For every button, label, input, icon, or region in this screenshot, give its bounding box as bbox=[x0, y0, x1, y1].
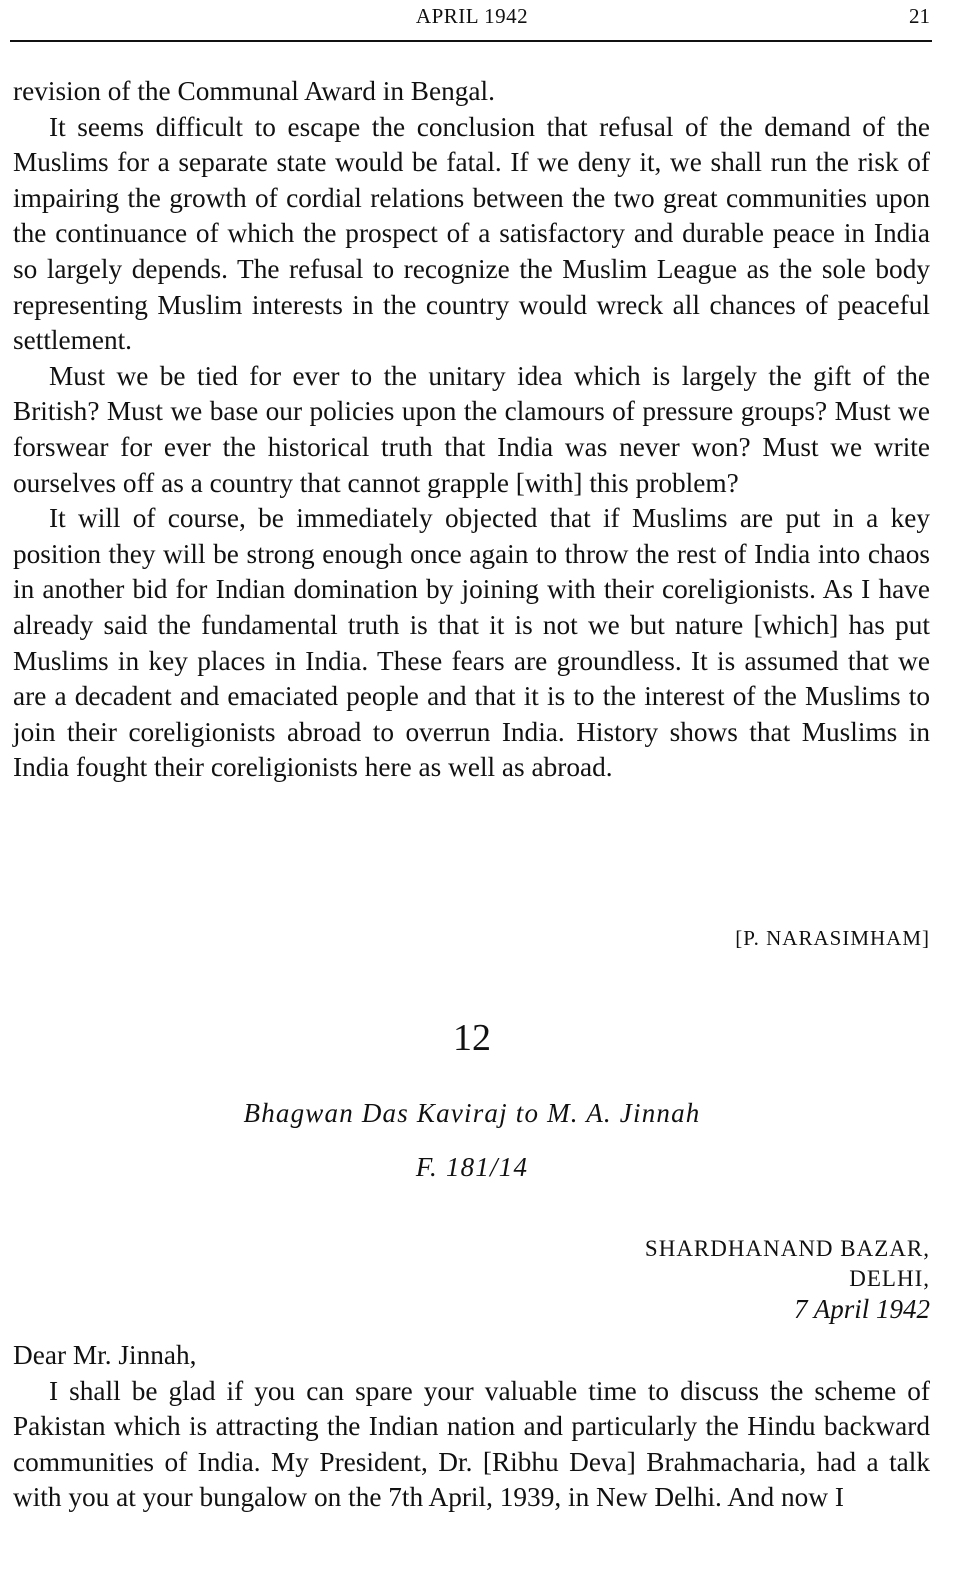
address-line: DELHI, bbox=[849, 1266, 930, 1291]
paragraph: It will of course, be immediately objected that if Muslims are put in a key position they will be strong enough once again to throw the rest of India into chaos in another bid for Indian domination by joining with their coreligionists. As I have already said the fundamental truth is that it is not we but nature [which] has put Muslims in key places in India. These fears are groundless. It is assumed that we are a decadent and emaciated people and that it is to the interest of the Muslims to join their coreligionists abroad to overrun India. History shows that Muslims in India fought their coreligionists here as well as abroad. bbox=[13, 503, 930, 783]
signature: [P. NARASIMHAM] bbox=[735, 926, 930, 950]
paragraph-continuation: revision of the Communal Award in Bengal. bbox=[13, 76, 495, 106]
page-header bbox=[12, 4, 932, 34]
paragraph: It seems difficult to escape the conclusion that refusal of the demand of the Muslims for a separate state would be fatal. If we deny it, we shall run the risk of impairing the growth of cordial relations between the two great communities upon the continuance of which the prospect of a satisfactory and durable peace in India so largely depends. The refusal to recognize the Muslim League as the sole body representing Muslim interests in the country would wreck all chances of peaceful settlement. bbox=[13, 111, 930, 356]
paragraph: Must we be tied for ever to the unitary idea which is largely the gift of the British? Must we base our policies upon the clamours of pressure groups? Must we forswear for ever the historical truth that India was never won? Must we write ourselves off as a country that cannot grapple [with] this problem? bbox=[13, 360, 930, 498]
document-reference: F. 181/14 bbox=[415, 1152, 529, 1182]
page-number: 21 bbox=[909, 4, 930, 28]
body-text bbox=[13, 74, 930, 786]
document-title: Bhagwan Das Kaviraj to M. A. Jinnah bbox=[243, 1098, 701, 1128]
running-head: APRIL 1942 bbox=[415, 4, 529, 28]
address-line: SHARDHANAND BAZAR, bbox=[644, 1236, 930, 1261]
header-rule bbox=[10, 40, 932, 42]
letter-paragraph: I shall be glad if you can spare your valuable time to discuss the scheme of Pakistan which is attracting the Indian nation and particularly the Hindu backward communities of India. My President, Dr. [Ribhu Deva] Brahmacharia, had a talk with you at your bungalow on the 7th April, 1939, in New Delhi. And now I bbox=[13, 1375, 930, 1513]
letter-address bbox=[645, 1234, 930, 1324]
letter-date: 7 April 1942 bbox=[793, 1294, 930, 1324]
document-number: 12 bbox=[453, 1017, 491, 1059]
salutation: Dear Mr. Jinnah, bbox=[13, 1340, 197, 1370]
letter-body bbox=[13, 1338, 930, 1516]
